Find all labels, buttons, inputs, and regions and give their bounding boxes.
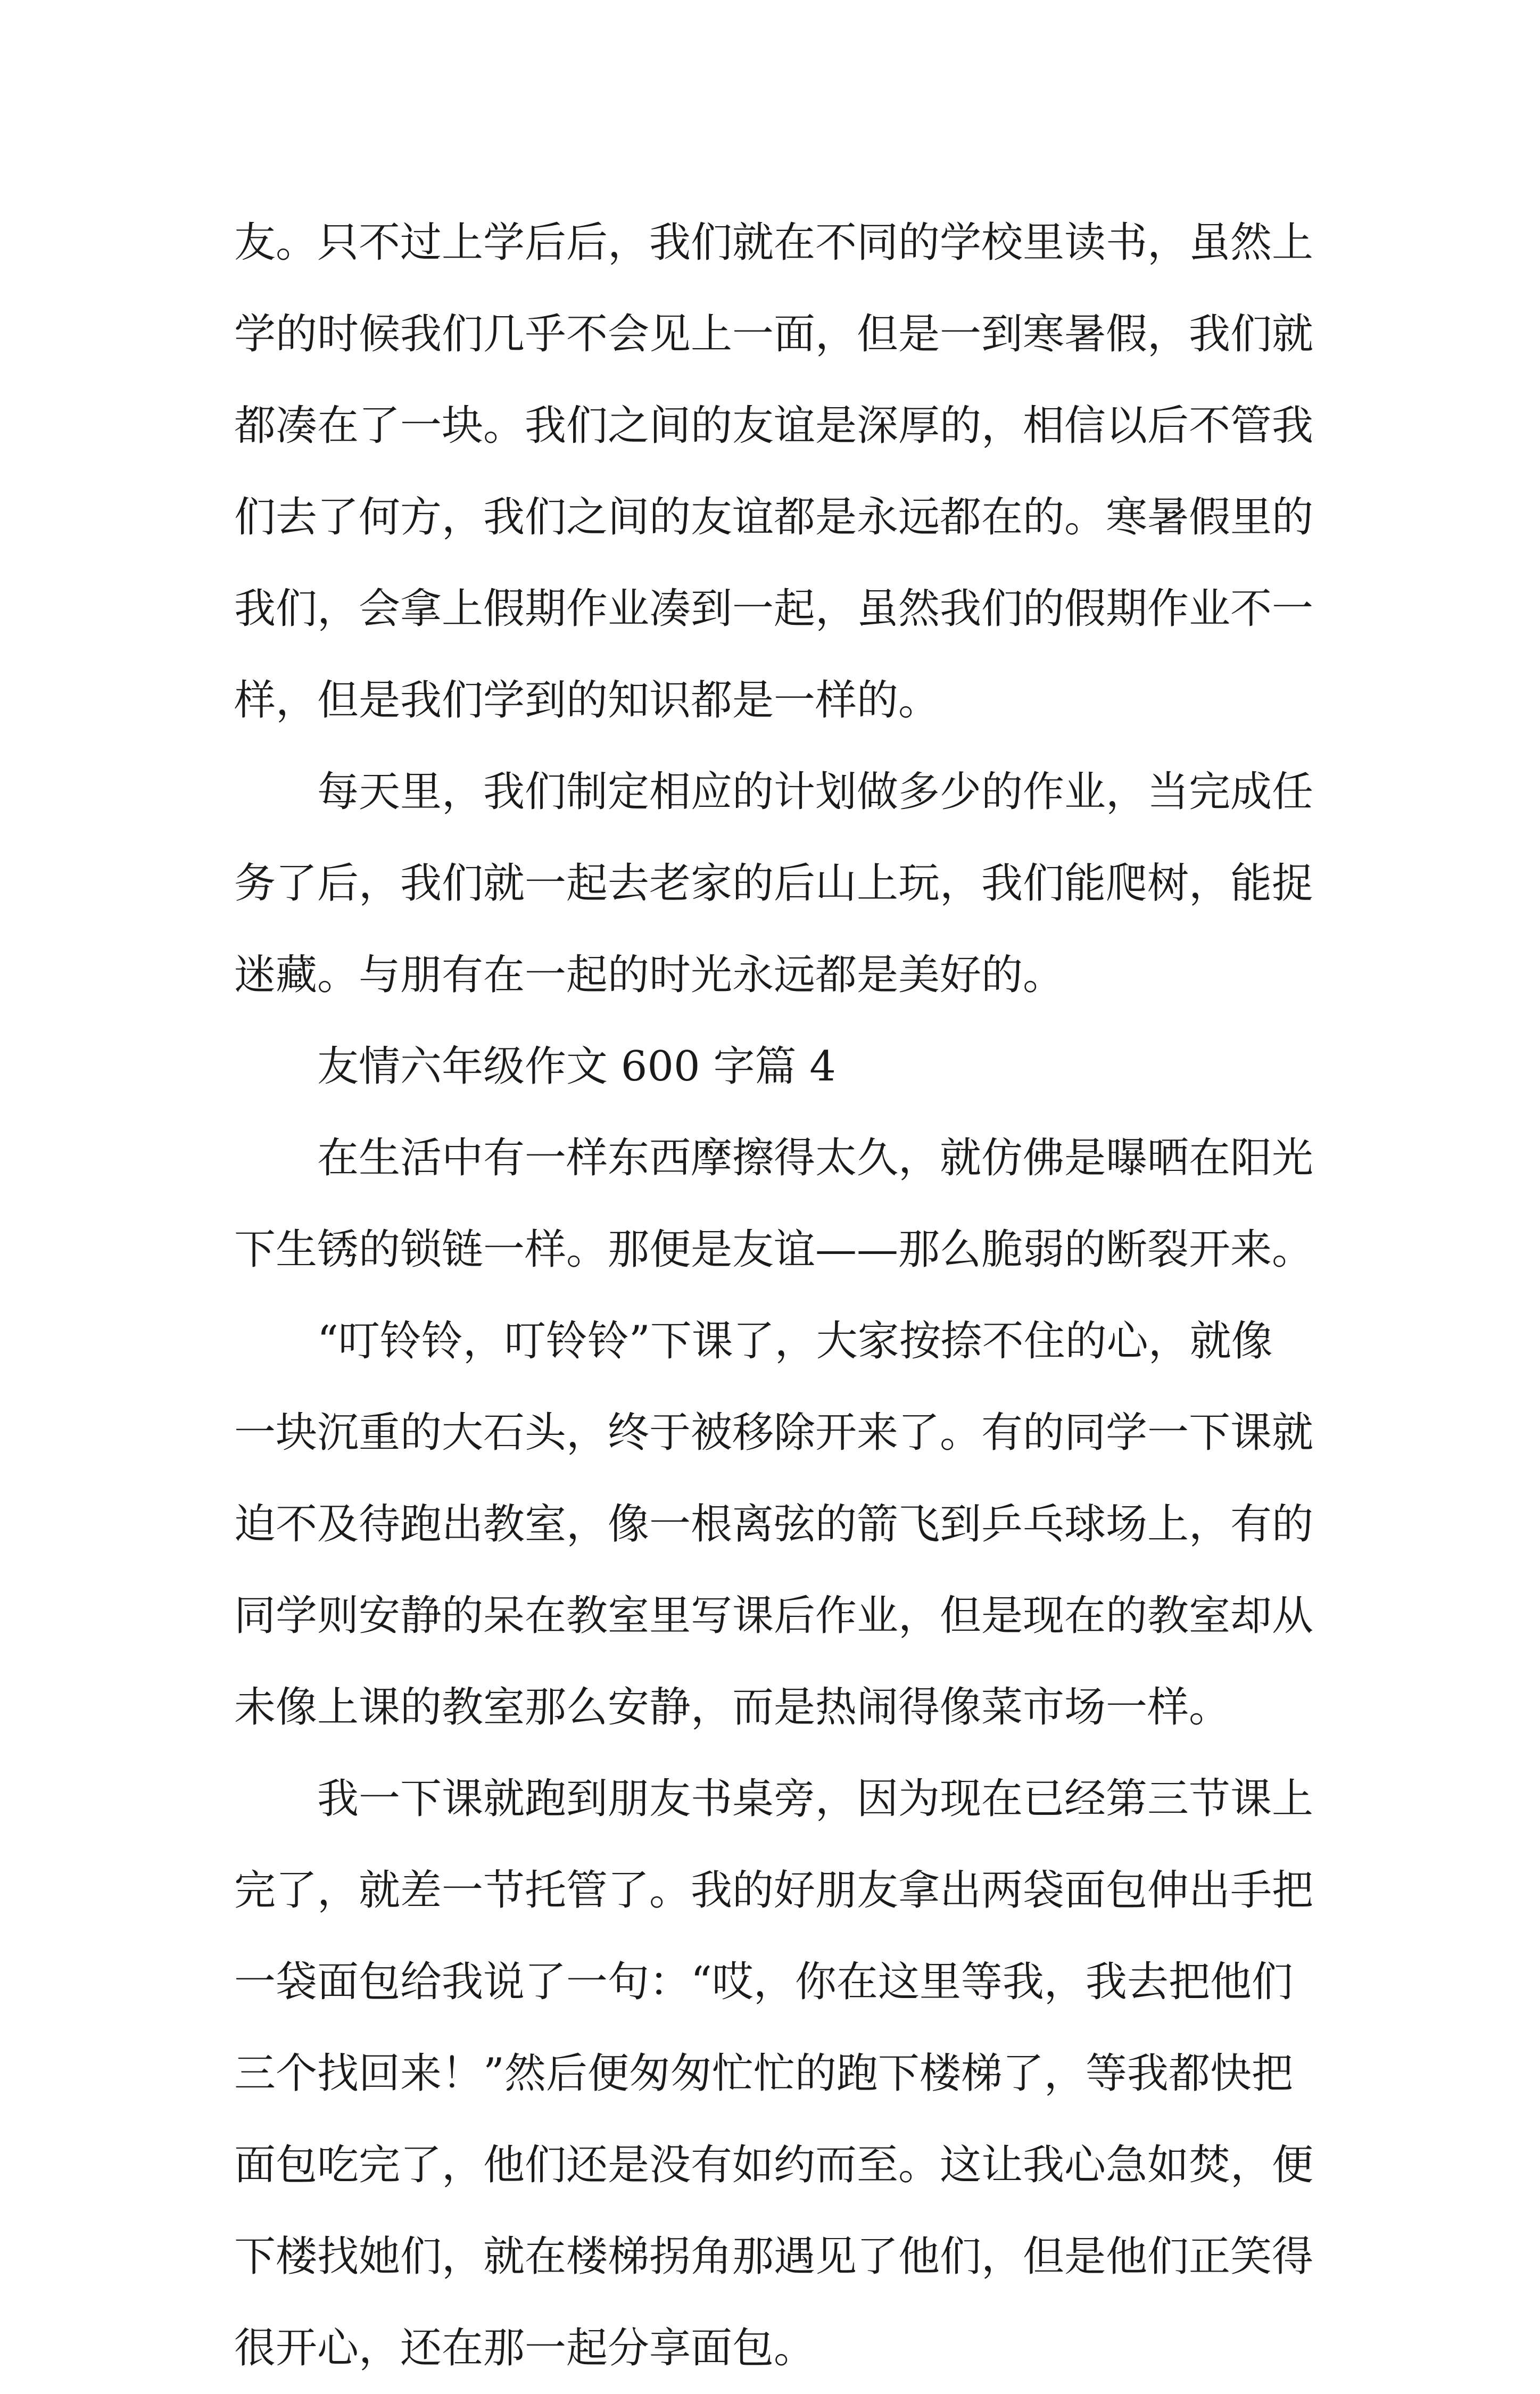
text-line: 都凑在了一块。我们之间的友谊是深厚的，相信以后不管我: [234, 402, 1314, 450]
text-line: 未像上课的教室那么安静，而是热闹得像菜市场一样。: [234, 1683, 1231, 1731]
text-line: 一块沉重的大石头，终于被移除开来了。有的同学一下课就: [234, 1409, 1314, 1457]
text-line: 友。只不过上学后后，我们就在不同的学校里读书，虽然上: [234, 219, 1314, 267]
text-line: 迷藏。与朋有在一起的时光永远都是美好的。: [234, 951, 1065, 999]
paragraph-start-line: 我一下课就跑到朋友书桌旁，因为现在已经第三节课上: [317, 1775, 1314, 1823]
text-line: 务了后，我们就一起去老家的后山上玩，我们能爬树，能捉: [234, 860, 1314, 907]
paragraph-start-line: 每天里，我们制定相应的计划做多少的作业，当完成任: [317, 768, 1314, 816]
text-line: 下生锈的锁链一样。那便是友谊——那么脆弱的断裂开来。: [234, 1226, 1314, 1274]
paragraph-start-line: 在生活中有一样东西摩擦得太久，就仿佛是曝晒在阳光: [317, 1134, 1314, 1182]
text-line: 面包吃完了，他们还是没有如约而至。这让我心急如焚，便: [234, 2141, 1314, 2189]
text-line: 完了，就差一节托管了。我的好朋友拿出两袋面包伸出手把: [234, 1867, 1314, 1914]
text-line: 们去了何方，我们之间的友谊都是永远都在的。寒暑假里的: [234, 493, 1314, 541]
paragraph-start-line: “叮铃铃，叮铃铃”下课了，大家按捺不住的心，就像: [317, 1317, 1273, 1365]
text-line: 一袋面包给我说了一句：“哎，你在这里等我，我去把他们: [234, 1958, 1293, 2006]
text-line: 迫不及待跑出教室，像一根离弦的箭飞到乒乓球场上，有的: [234, 1500, 1314, 1548]
text-line: 我们，会拿上假期作业凑到一起，虽然我们的假期作业不一: [234, 585, 1314, 633]
text-line: 很开心，还在那一起分享面包。: [234, 2324, 816, 2372]
document-body: [234, 197, 1320, 2394]
section-heading: 友情六年级作文 600 字篇 4: [317, 1043, 836, 1091]
text-line: 三个找回来！”然后便匆匆忙忙的跑下楼梯了，等我都快把: [234, 2050, 1293, 2098]
text-line: 学的时候我们几乎不会见上一面，但是一到寒暑假，我们就: [234, 310, 1314, 358]
text-line: 同学则安静的呆在教室里写课后作业，但是现在的教室却从: [234, 1592, 1314, 1640]
text-line: 下楼找她们，就在楼梯拐角那遇见了他们，但是他们正笑得: [234, 2233, 1314, 2281]
text-line: 样，但是我们学到的知识都是一样的。: [234, 676, 940, 724]
